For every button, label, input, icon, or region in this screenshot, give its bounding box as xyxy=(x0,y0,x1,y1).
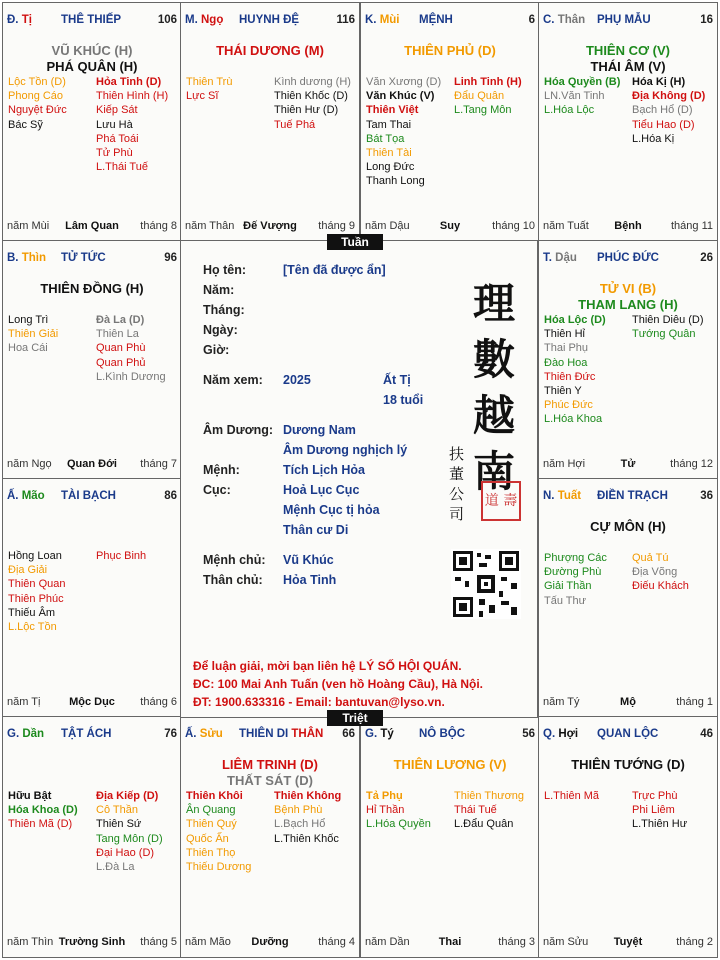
minor-star: Thiếu Dương xyxy=(186,860,252,873)
bad-stars-column xyxy=(632,551,689,594)
bad-stars-column xyxy=(632,313,704,341)
palace-footer xyxy=(7,936,177,950)
label-name: Họ tên: xyxy=(203,263,247,277)
minor-star: Thiên Khốc (D) xyxy=(274,90,348,103)
minor-star: Thiên Khôi xyxy=(186,790,243,802)
good-stars-column xyxy=(8,549,65,634)
heavenly-stem: Ấ. xyxy=(7,490,22,502)
palace-ty[interactable] xyxy=(360,716,540,958)
good-stars-column xyxy=(366,789,431,832)
palace-age: 46 xyxy=(700,728,713,740)
minor-star: L.Thái Tuế xyxy=(96,161,148,174)
life-stage: Tuyệt xyxy=(613,936,643,948)
bad-stars-column xyxy=(96,313,166,384)
palace-footer xyxy=(543,696,713,710)
footer-year: năm Tý xyxy=(543,696,580,708)
palace-suu[interactable] xyxy=(180,716,360,958)
good-stars-column xyxy=(544,551,607,608)
good-stars-column xyxy=(366,75,441,189)
minor-star: L.Tang Môn xyxy=(454,104,512,117)
good-stars-column xyxy=(8,75,67,132)
minor-star: L.Bạch Hổ xyxy=(274,818,326,831)
footer-month: tháng 2 xyxy=(676,936,713,948)
heavenly-stem: T. xyxy=(543,252,556,264)
minor-star: Địa Giải xyxy=(8,564,48,577)
minor-star: Bác Sỹ xyxy=(8,118,43,131)
palace-header xyxy=(7,14,177,28)
minor-star: Thai Phụ xyxy=(544,342,589,355)
minor-star: Hỉ Thần xyxy=(366,804,405,817)
heavenly-stem: B. xyxy=(7,252,22,264)
minor-star: L.Kình Dương xyxy=(96,370,166,383)
minor-star: Thiên Phúc xyxy=(8,592,64,605)
bad-stars-column xyxy=(274,75,351,132)
footer-year: năm Dậu xyxy=(365,220,410,232)
palace-name: ĐIỀN TRẠCH xyxy=(597,490,668,502)
minor-star: Thanh Long xyxy=(366,175,425,188)
contact-phone-email: ĐT: 1900.633316 - Email: bantuvan@lyso.vn. xyxy=(193,695,445,709)
label-than-chu: Thân chủ: xyxy=(203,573,263,587)
value-name: [Tên đã được ẩn] xyxy=(283,263,386,277)
minor-star: Kình dương (H) xyxy=(274,76,351,88)
palace-footer xyxy=(185,936,355,950)
bad-stars-column xyxy=(96,549,146,563)
label-menh-chu: Mệnh chủ: xyxy=(203,553,266,567)
contact-line-1: Để luận giải, mời bạn liên hệ LÝ SỐ HỘI QUÁN. xyxy=(193,659,462,673)
palace-age: 86 xyxy=(164,490,177,502)
minor-star: Địa Không (D) xyxy=(632,90,706,103)
tuan-marker: Tuần xyxy=(327,234,383,250)
life-stage: Trường Sinh xyxy=(58,936,126,948)
minor-star: Tuế Phá xyxy=(274,118,316,131)
side-char-2: 董 xyxy=(449,465,465,483)
value-cuc-3: Thân cư Di xyxy=(283,523,349,537)
life-stage: Mộc Dục xyxy=(69,696,115,708)
footer-month: tháng 8 xyxy=(140,220,177,232)
palace-header xyxy=(7,728,177,742)
palace-name: TẬT ÁCH xyxy=(61,728,112,740)
value-than-chu: Hỏa Tinh xyxy=(283,573,337,587)
heavenly-stem: M. xyxy=(185,14,201,26)
palace-footer xyxy=(7,220,177,234)
palace-footer xyxy=(185,220,355,234)
good-stars-column xyxy=(544,75,620,118)
bad-stars-column xyxy=(632,75,705,146)
palace-age: 36 xyxy=(700,490,713,502)
footer-year: năm Dần xyxy=(365,936,410,948)
minor-star: Hóa Quyền (B) xyxy=(544,76,621,88)
footer-year: năm Mùi xyxy=(7,220,50,232)
value-am-duong-1: Dương Nam xyxy=(283,423,356,437)
life-stage: Đế Vượng xyxy=(243,220,297,232)
minor-star: Thiên Hình (H) xyxy=(96,90,169,103)
palace-name: NÔ BỘC xyxy=(419,728,465,740)
than-marker: THÂN xyxy=(288,728,324,740)
life-stage: Thai xyxy=(438,936,462,948)
minor-star: L.Hóa Quyền xyxy=(366,818,431,831)
palace-mao[interactable] xyxy=(2,478,182,718)
palace-header xyxy=(365,728,535,742)
heavenly-stem: K. xyxy=(365,14,380,26)
palace-name: TÀI BẠCH xyxy=(61,490,116,502)
minor-star: Phá Toái xyxy=(96,132,139,145)
main-star: LIÊM TRINH (D) xyxy=(221,757,319,772)
palace-footer xyxy=(543,458,713,472)
minor-star: L.Lộc Tồn xyxy=(8,620,57,633)
bad-stars-column xyxy=(632,789,687,832)
palace-header xyxy=(185,728,355,742)
main-star: VŨ KHÚC (H) xyxy=(51,43,133,58)
calligraphy-char-2: 數 xyxy=(473,335,516,384)
palace-age: 66 xyxy=(342,728,355,740)
minor-star: Quốc Ấn xyxy=(186,832,229,845)
contact-address: ĐC: 100 Mai Anh Tuấn (ven hồ Hoàng Cầu), Hà Nội. xyxy=(193,677,484,691)
palace-age: 6 xyxy=(528,14,535,26)
footer-month: tháng 1 xyxy=(676,696,713,708)
minor-star: Đà La (D) xyxy=(96,314,145,326)
minor-star: Tướng Quân xyxy=(632,328,696,341)
palace-age: 76 xyxy=(164,728,177,740)
palace-dau[interactable] xyxy=(538,240,718,480)
minor-star: Bát Tọa xyxy=(366,132,405,145)
palace-than[interactable] xyxy=(538,2,718,242)
palace-name: PHÚC ĐỨC xyxy=(597,252,659,264)
value-menh: Tích Lịch Hỏa xyxy=(283,463,365,477)
footer-year: năm Tuất xyxy=(543,220,589,232)
good-stars-column xyxy=(8,313,58,356)
minor-star: Tang Môn (D) xyxy=(96,832,163,845)
palace-header xyxy=(7,252,177,266)
main-star: THAM LANG (H) xyxy=(578,297,678,312)
minor-star: Phượng Các xyxy=(544,552,607,564)
good-stars-column xyxy=(544,789,599,803)
value-am-duong-2: Âm Dương nghịch lý xyxy=(283,443,408,457)
value-can-chi: Ất Tị xyxy=(383,373,411,387)
minor-star: Địa Kiếp (D) xyxy=(96,790,159,802)
palace-name: HUYNH ĐỆ xyxy=(239,14,300,26)
label-year: Năm: xyxy=(203,283,235,297)
minor-star: LN.Văn Tinh xyxy=(544,90,605,103)
earthly-branch: Dậu xyxy=(555,252,577,264)
footer-year: năm Sửu xyxy=(543,936,589,948)
minor-star: Thiên Hư (D) xyxy=(274,104,339,117)
minor-star: Thiên Đức xyxy=(544,370,596,383)
life-stage: Quan Đới xyxy=(67,458,117,470)
calligraphy-char-4: 南 xyxy=(473,447,516,496)
earthly-branch: Tý xyxy=(380,728,394,740)
palace-thin[interactable] xyxy=(2,240,182,480)
bad-stars-column xyxy=(454,75,522,118)
palace-footer xyxy=(365,220,535,234)
minor-star: Linh Tinh (H) xyxy=(454,76,522,88)
minor-star: Tử Phù xyxy=(96,146,133,159)
life-stage: Tử xyxy=(620,458,636,470)
minor-star: Đẩu Quân xyxy=(454,90,505,103)
earthly-branch: Mão xyxy=(21,490,45,502)
earthly-branch: Hợi xyxy=(558,728,579,740)
minor-star: Hóa Kị (H) xyxy=(632,76,686,88)
palace-hoi[interactable] xyxy=(538,716,718,958)
minor-star: Đường Phù xyxy=(544,566,602,579)
palace-name: THÊ THIẾP xyxy=(61,14,122,26)
palace-age: 16 xyxy=(700,14,713,26)
earthly-branch: Mùi xyxy=(379,14,400,26)
minor-star: Thiếu Âm xyxy=(8,606,56,619)
calligraphy-char-3: 越 xyxy=(473,391,516,440)
value-age: 18 tuổi xyxy=(383,393,424,407)
minor-star: Bệnh Phù xyxy=(274,804,323,817)
minor-star: Thiên Quan xyxy=(8,578,66,591)
footer-year: năm Thân xyxy=(185,220,235,232)
minor-star: Thiên Mã (D) xyxy=(8,818,73,831)
footer-month: tháng 11 xyxy=(670,220,713,232)
palace-header xyxy=(365,14,535,28)
bad-stars-column xyxy=(96,789,163,874)
minor-star: Hỏa Tinh (D) xyxy=(96,76,162,88)
minor-star: Thiên Thọ xyxy=(186,846,236,859)
earthly-branch: Sửu xyxy=(199,728,223,740)
value-cuc-2: Mệnh Cục tị hỏa xyxy=(283,503,380,517)
palace-name: MỆNH xyxy=(419,14,453,26)
main-star: THẤT SÁT (D) xyxy=(227,773,313,788)
minor-star: Thiên Quý xyxy=(186,818,237,831)
bad-stars-column xyxy=(274,789,341,846)
minor-star: Thiên Diêu (D) xyxy=(632,314,704,326)
minor-star: Bạch Hổ (D) xyxy=(632,104,693,117)
palace-footer xyxy=(7,458,177,472)
side-char-4: 司 xyxy=(449,505,465,523)
palace-header xyxy=(543,490,713,504)
minor-star: Long Đức xyxy=(366,161,415,174)
label-view-year: Năm xem: xyxy=(203,373,263,387)
palace-header xyxy=(543,14,713,28)
life-stage: Bệnh xyxy=(614,220,642,232)
minor-star: Thái Tuế xyxy=(454,804,497,817)
minor-star: Lực Sĩ xyxy=(186,90,219,103)
good-stars-column xyxy=(544,313,606,427)
life-stage: Suy xyxy=(439,220,461,232)
heavenly-stem: C. xyxy=(543,14,558,26)
minor-star: Thiên Thương xyxy=(454,790,525,802)
minor-star: Quả Tú xyxy=(632,552,669,564)
main-star: THÁI ÂM (V) xyxy=(590,59,666,74)
bad-stars-column xyxy=(96,75,168,174)
palace-age: 96 xyxy=(164,252,177,264)
life-stage: Mộ xyxy=(620,696,636,708)
heavenly-stem: Q. xyxy=(543,728,559,740)
minor-star: Hóa Lộc (D) xyxy=(544,314,606,326)
triet-marker: Triệt xyxy=(327,710,383,726)
heavenly-stem: G. xyxy=(365,728,381,740)
qr-code[interactable] xyxy=(451,549,521,619)
minor-star: Thiên La xyxy=(96,328,139,341)
palace-footer xyxy=(365,936,535,950)
earthly-branch: Thân xyxy=(557,14,586,26)
value-cuc-1: Hoả Lục Cục xyxy=(283,483,360,497)
minor-star: L.Thiên Mã xyxy=(544,790,600,802)
heavenly-stem: Ấ. xyxy=(185,728,200,740)
minor-star: Thiên Trù xyxy=(186,76,233,88)
palace-footer xyxy=(543,220,713,234)
minor-star: Thiên Không xyxy=(274,790,342,802)
palace-tuat[interactable] xyxy=(538,478,718,718)
label-month: Tháng: xyxy=(203,303,245,317)
main-star: CỰ MÔN (H) xyxy=(590,519,666,534)
palace-footer xyxy=(7,696,177,710)
main-star: THIÊN LƯƠNG (V) xyxy=(393,757,507,772)
minor-star: Trực Phù xyxy=(632,790,678,802)
minor-star: Thiên Giải xyxy=(8,328,59,341)
side-char-1: 扶 xyxy=(449,445,465,463)
palace-dan[interactable] xyxy=(2,716,182,958)
minor-star: Quan Phủ xyxy=(96,356,146,369)
earthly-branch: Dần xyxy=(22,728,45,740)
minor-star: Phi Liêm xyxy=(632,804,675,817)
footer-month: tháng 12 xyxy=(670,458,713,470)
main-star: PHÁ QUÂN (H) xyxy=(46,59,138,74)
minor-star: Tả Phụ xyxy=(366,790,403,802)
minor-star: Tiểu Hao (D) xyxy=(632,118,695,131)
minor-star: Đại Hao (D) xyxy=(96,846,155,859)
minor-star: Điếu Khách xyxy=(632,580,689,593)
minor-star: Kiếp Sát xyxy=(96,104,138,117)
minor-star: Thiên Hỉ xyxy=(544,328,585,341)
main-star: THIÊN PHỦ (D) xyxy=(404,43,496,58)
center-panel xyxy=(180,240,538,718)
minor-star: Đào Hoa xyxy=(544,356,588,369)
palace-footer xyxy=(543,936,713,950)
bad-stars-column xyxy=(454,789,524,832)
footer-year: năm Hợi xyxy=(543,458,586,470)
minor-star: Văn Khúc (V) xyxy=(366,90,435,103)
red-seal: 道 壽 xyxy=(481,481,521,521)
minor-star: Hồng Loan xyxy=(8,550,62,562)
palace-ngo[interactable] xyxy=(180,2,360,242)
label-cuc: Cục: xyxy=(203,483,231,497)
main-star: THIÊN ĐỒNG (H) xyxy=(40,281,144,296)
palace-name: PHỤ MẪU xyxy=(597,14,651,26)
palace-header xyxy=(185,14,355,28)
heavenly-stem: Đ. xyxy=(7,14,22,26)
minor-star: Quan Phù xyxy=(96,342,146,355)
main-star: TỬ VI (B) xyxy=(599,281,657,296)
minor-star: L.Thiên Hư xyxy=(632,818,688,831)
footer-month: tháng 6 xyxy=(140,696,177,708)
minor-star: L.Thiên Khốc xyxy=(274,832,339,845)
main-star: THÁI DƯƠNG (M) xyxy=(216,43,324,58)
good-stars-column xyxy=(186,789,251,874)
label-hour: Giờ: xyxy=(203,343,230,357)
earthly-branch: Ngọ xyxy=(200,14,224,26)
minor-star: L.Hóa Lộc xyxy=(544,104,595,117)
minor-star: Long Trì xyxy=(8,314,49,326)
minor-star: Văn Xương (D) xyxy=(366,76,442,88)
palace-age: 116 xyxy=(336,14,355,26)
minor-star: L.Đà La xyxy=(96,860,135,873)
label-menh: Mệnh: xyxy=(203,463,240,477)
earthly-branch: Tị xyxy=(21,14,32,26)
palace-age: 106 xyxy=(157,14,177,26)
minor-star: Tấu Thư xyxy=(544,594,587,607)
calligraphy-char-1: 理 xyxy=(473,279,516,328)
main-star: THIÊN TƯỚNG (D) xyxy=(571,757,685,772)
minor-star: L.Hóa Kị xyxy=(632,132,675,145)
footer-month: tháng 10 xyxy=(492,220,535,232)
minor-star: Phong Cáo xyxy=(8,90,64,103)
good-stars-column xyxy=(8,789,78,832)
minor-star: Cô Thần xyxy=(96,804,138,817)
earthly-branch: Tuất xyxy=(557,490,582,502)
minor-star: Phúc Đức xyxy=(544,399,593,412)
side-char-3: 公 xyxy=(449,485,465,503)
palace-age: 26 xyxy=(700,252,713,264)
minor-star: Tam Thai xyxy=(366,118,412,131)
life-stage: Lâm Quan xyxy=(65,220,119,232)
footer-month: tháng 9 xyxy=(318,220,355,232)
minor-star: Hoa Cái xyxy=(8,342,48,355)
value-view-year: 2025 xyxy=(283,373,311,387)
minor-star: Hữu Bật xyxy=(8,790,52,802)
footer-year: năm Ngọ xyxy=(7,458,52,470)
footer-year: năm Tị xyxy=(7,696,41,708)
footer-month: tháng 4 xyxy=(318,936,355,948)
minor-star: Thiên Sứ xyxy=(96,818,142,831)
palace-name: TỬ TỨC xyxy=(61,252,106,264)
minor-star: Lộc Tồn (D) xyxy=(8,76,66,88)
minor-star: Hóa Khoa (D) xyxy=(8,804,78,817)
main-star: THIÊN CƠ (V) xyxy=(585,43,671,58)
palace-name: QUAN LỘC xyxy=(597,728,659,740)
label-am-duong: Âm Dương: xyxy=(203,423,274,437)
palace-mui[interactable] xyxy=(360,2,540,242)
earthly-branch: Thìn xyxy=(21,252,46,264)
footer-month: tháng 5 xyxy=(140,936,177,948)
heavenly-stem: N. xyxy=(543,490,558,502)
minor-star: L.Đẩu Quân xyxy=(454,818,514,831)
minor-star: Ân Quang xyxy=(186,804,236,817)
footer-month: tháng 7 xyxy=(140,458,177,470)
minor-star: Lưu Hà xyxy=(96,118,133,131)
minor-star: Nguyệt Đức xyxy=(8,104,67,117)
value-menh-chu: Vũ Khúc xyxy=(283,553,334,567)
palace-header xyxy=(543,252,713,266)
label-day: Ngày: xyxy=(203,323,238,337)
palace-header xyxy=(543,728,713,742)
palace-name: THIÊN DI THÂN xyxy=(239,728,324,740)
footer-month: tháng 3 xyxy=(498,936,535,948)
minor-star: Giải Thần xyxy=(544,580,592,593)
minor-star: L.Hóa Khoa xyxy=(544,413,603,426)
good-stars-column xyxy=(186,75,232,103)
minor-star: Địa Võng xyxy=(632,566,678,579)
minor-star: Phục Binh xyxy=(96,550,147,562)
footer-year: năm Mão xyxy=(185,936,231,948)
palace-age: 56 xyxy=(522,728,535,740)
footer-year: năm Thìn xyxy=(7,936,54,948)
minor-star: Thiên Việt xyxy=(366,104,419,117)
palace-ti[interactable] xyxy=(2,2,182,242)
life-stage: Dưỡng xyxy=(251,936,289,948)
minor-star: Thiên Y xyxy=(544,384,582,397)
minor-star: Thiên Tài xyxy=(366,146,412,159)
heavenly-stem: G. xyxy=(7,728,23,740)
palace-header xyxy=(7,490,177,504)
